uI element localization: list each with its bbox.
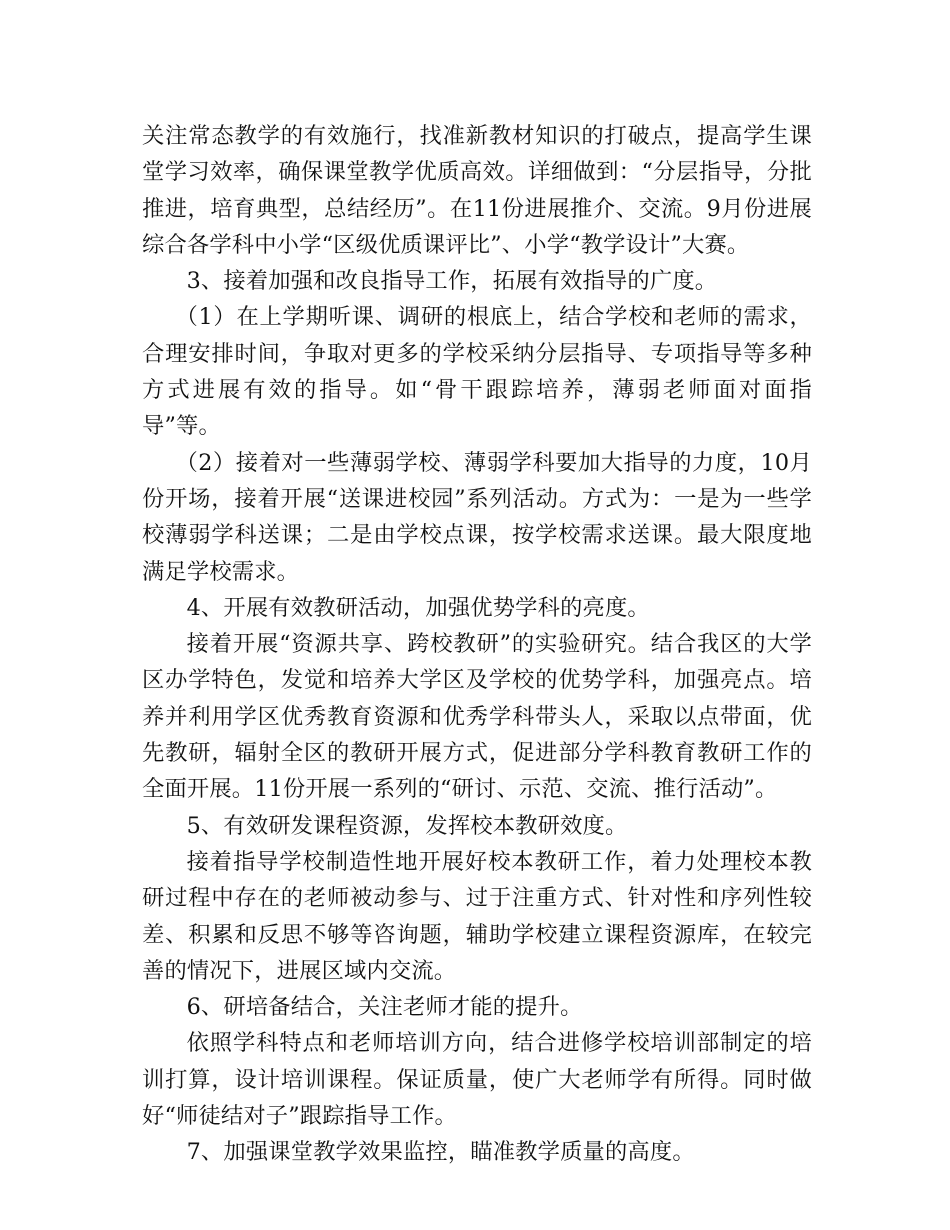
paragraph-6: 依照学科特点和老师培训方向，结合进修学校培训部制定的培训打算，设计培训课程。保证质量，使广大老师学有所得。同时做好“师徒结对子”跟踪指导工作。 — [142, 1030, 812, 1130]
paragraph-3-1: （1）在上学期听课、调研的根底上，结合学校和老师的需求，合理安排时间，争取对更多的学校采纳分层指导、专项指导等多种方式进展有效的指导。如“骨干跟踪培养，薄弱老师面对面指导”等。 — [142, 304, 812, 440]
section-heading-6: 6、研培备结合，关注老师才能的提升。 — [186, 994, 583, 1021]
paragraph-intro-continued: 关注常态教学的有效施行，找准新教材知识的打破点，提高学生课堂学习效率，确保课堂教学优质高效。详细做到：“分层指导，分批推进，培育典型，总结经历”。在11份进展推介、交流。9月份进展综合各学科中小学“区级优质课评比”、小学“教学设计”大赛。 — [142, 123, 812, 258]
paragraph-4: 接着开展“资源共享、跨校教研”的实验研究。结合我区的大学区办学特色，发觉和培养大学区及学校的优势学科，加强亮点。培养并利用学区优秀教育资源和优秀学科带头人，采取以点带面，优先教研，辐射全区的教研开展方式，促进部分学科教育教研工作的全面开展。11份开展一系列的“研讨、示范、交流、推行活动”。 — [142, 631, 812, 803]
paragraph-3-2: （2）接着对一些薄弱学校、薄弱学科要加大指导的力度，10月份开场，接着开展“送课进校园”系列活动。方式为：一是为一些学校薄弱学科送课；二是由学校点课，按学校需求送课。最大限度地满足学校需求。 — [142, 449, 812, 585]
section-heading-7: 7、加强课堂教学效果监控，瞄准教学质量的高度。 — [186, 1139, 695, 1166]
section-heading-5: 5、有效研发课程资源，发挥校本教研效度。 — [186, 812, 628, 839]
paragraph-5: 接着指导学校制造性地开展好校本教研工作，着力处理校本教研过程中存在的老师被动参与、过于注重方式、针对性和序列性较差、积累和反思不够等咨询题，辅助学校建立课程资源库，在较完善的情况下，进展区域内交流。 — [142, 848, 812, 984]
document-page — [142, 118, 812, 1171]
section-heading-3: 3、接着加强和改良指导工作，拓展有效指导的广度。 — [186, 268, 718, 295]
section-heading-4: 4、开展有效教研活动，加强优势学科的亮度。 — [186, 594, 650, 621]
